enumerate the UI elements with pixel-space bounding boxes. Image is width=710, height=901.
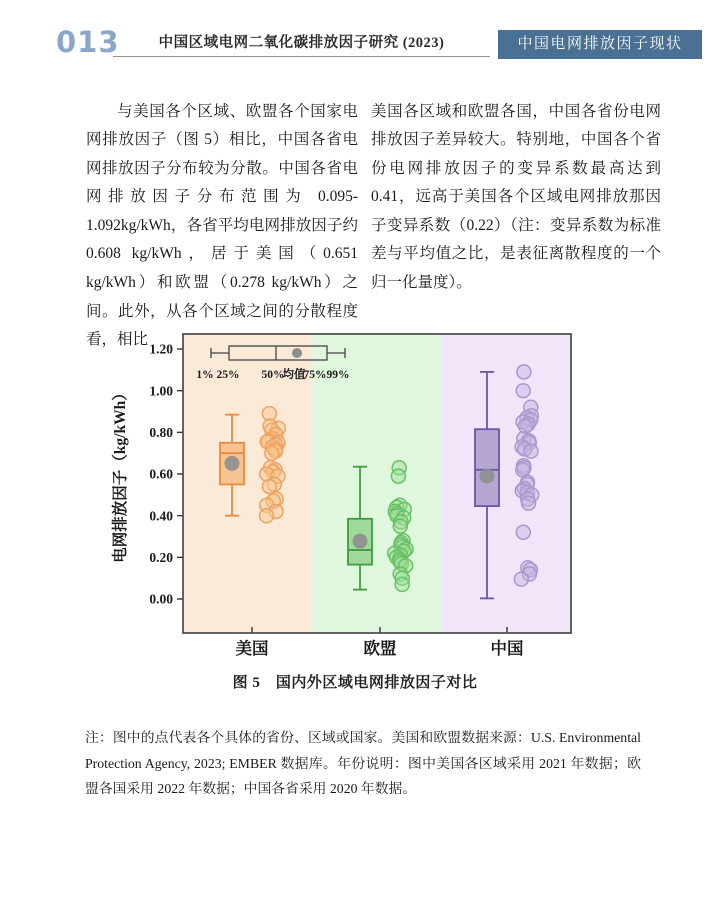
body-paragraph-left: 与美国各个区域、欧盟各个国家电网排放因子（图 5）相比，中国各省电网排放因子分布较为分散。中国各省电网排放因子分布范围为 0.095-1.092kg/kWh，各省平均电网排放因子约 0.608 kg/kWh，居于美国（0.651 kg/kWh）和欧盟（0.278 kg/kWh）之间。此外，从各个区域之间的分散程度看，相比	[86, 102, 358, 349]
section-badge: 中国电网排放因子现状	[498, 30, 702, 59]
svg-text:中国: 中国	[490, 639, 524, 658]
svg-text:1.20: 1.20	[149, 341, 173, 357]
figure-caption: 图 5 国内外区域电网排放因子对比	[232, 675, 478, 691]
svg-text:25%: 25%	[216, 369, 240, 381]
figure-note: 注：图中的点代表各个具体的省份、区域或国家。美国和欧盟数据来源：U.S. Environmental Protection Agency, 2023; EMBER 数据库。年份说明：图中美国各区域采用 2021 年数据；欧盟各国采用 2022 年数据；中国各省采用 2020 年数据。	[85, 729, 641, 797]
svg-text:0.60: 0.60	[149, 466, 173, 482]
svg-text:欧盟: 欧盟	[363, 639, 397, 658]
svg-text:美国: 美国	[235, 639, 269, 658]
running-header-title: 中国区域电网二氧化碳排放因子研究 (2023)	[158, 35, 445, 51]
svg-text:0.40: 0.40	[149, 508, 173, 524]
svg-text:50%: 50%	[261, 369, 285, 381]
svg-text:99%: 99%	[326, 369, 350, 381]
svg-text:75%: 75%	[303, 369, 327, 381]
svg-text:1.00: 1.00	[149, 383, 173, 399]
svg-text:电网排放因子（kg/kWh）: 电网排放因子（kg/kWh）	[112, 385, 129, 563]
figure5-boxplot-chart	[85, 331, 625, 663]
svg-text:均值: 均值	[282, 369, 306, 381]
header-rule	[113, 56, 490, 57]
page-number: 013	[56, 25, 120, 59]
svg-text:1%: 1%	[196, 369, 214, 381]
svg-text:0.00: 0.00	[149, 591, 173, 607]
svg-text:0.80: 0.80	[149, 425, 173, 441]
svg-text:0.20: 0.20	[149, 550, 173, 566]
body-paragraph-right: 美国各区域和欧盟各国，中国各省份电网排放因子差异较大。特别地，中国各个省份电网排放因子的变异系数最高达到 0.41，远高于美国各个区域电网排放那因子变异系数（0.22）（注：变异系数为标准差与平均值之比，是表征离散程度的一个归一化量度）。	[371, 102, 661, 292]
